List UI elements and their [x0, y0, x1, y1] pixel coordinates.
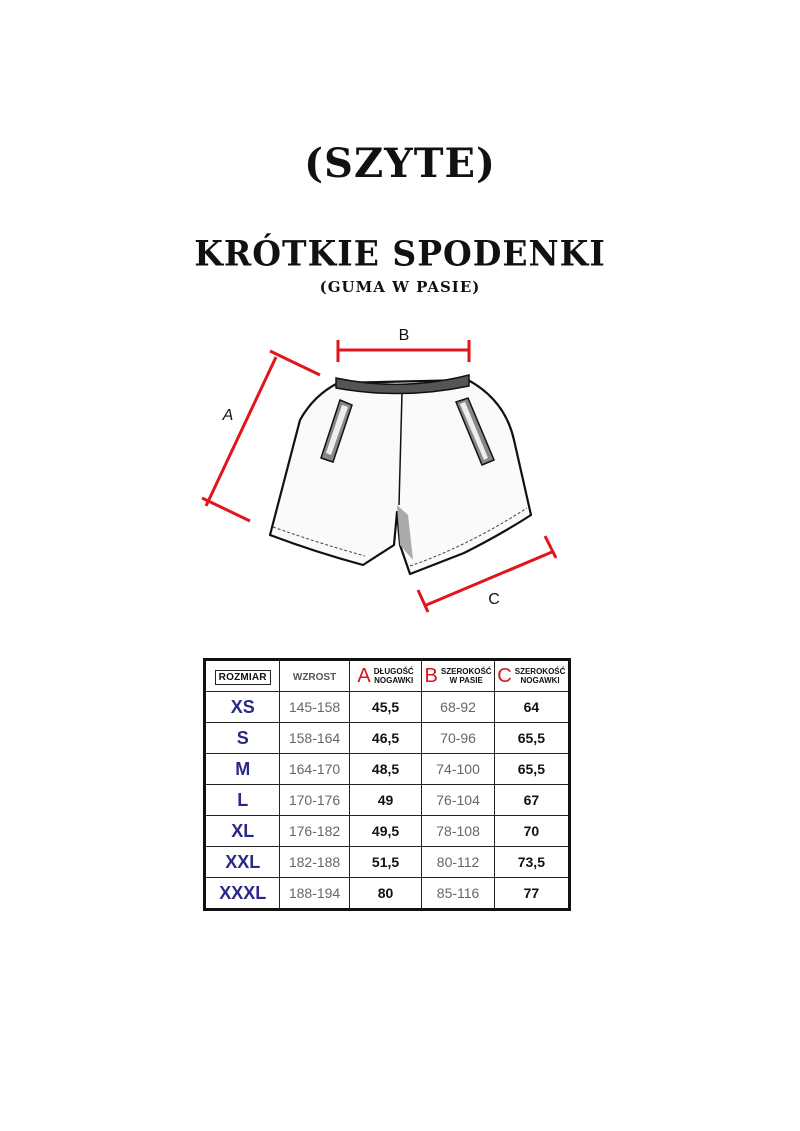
leg-width-cell: 65,5: [494, 754, 569, 785]
height-cell: 158-164: [280, 723, 349, 754]
table-row: [205, 878, 570, 910]
header-b-line2: W PASIE: [449, 676, 483, 685]
dimension-a-label: A: [222, 407, 234, 424]
leg-width-cell: 64: [494, 692, 569, 723]
waist-cell: 85-116: [422, 878, 494, 910]
header-a-letter: A: [357, 665, 371, 687]
size-cell: XXL: [205, 847, 280, 878]
dimension-b-label: B: [398, 327, 410, 344]
length-cell: 49: [349, 785, 422, 816]
header-a-line2: NOGAWKI: [374, 676, 414, 685]
height-cell: 182-188: [280, 847, 349, 878]
waist-cell: 80-112: [422, 847, 494, 878]
height-cell: 176-182: [280, 816, 349, 847]
leg-width-cell: 70: [494, 816, 569, 847]
length-cell: 48,5: [349, 754, 422, 785]
dimension-c-label: C: [488, 591, 500, 608]
table-row: [205, 847, 570, 878]
leg-width-cell: 65,5: [494, 723, 569, 754]
table-header-row: [205, 660, 570, 692]
height-cell: 170-176: [280, 785, 349, 816]
waist-cell: 78-108: [422, 816, 494, 847]
header-height-label: WZROST: [292, 672, 337, 683]
size-cell: M: [205, 754, 280, 785]
header-size-label: ROZMIAR: [215, 670, 271, 685]
header-c-line2: NOGAWKI: [520, 676, 560, 685]
header-b-line1: SZEROKOŚĆ: [440, 667, 492, 676]
size-chart-table: [203, 658, 571, 911]
page-title: KRÓTKIE SPODENKI: [194, 233, 606, 274]
table-row: [205, 816, 570, 847]
header-c-line1: SZEROKOŚĆ: [514, 667, 566, 676]
size-cell: XL: [205, 816, 280, 847]
table-row: [205, 692, 570, 723]
brand-heading: (SZYTE): [304, 140, 496, 187]
waist-cell: 68-92: [422, 692, 494, 723]
header-b-letter: B: [424, 665, 438, 687]
waist-cell: 74-100: [422, 754, 494, 785]
size-cell: XXXL: [205, 878, 280, 910]
page-subtitle: (GUMA W PASIE): [319, 278, 481, 296]
table-row: [205, 723, 570, 754]
header-leg-width: [494, 660, 569, 692]
size-cell: S: [205, 723, 280, 754]
length-cell: 46,5: [349, 723, 422, 754]
header-length: [349, 660, 422, 692]
table-row: [205, 785, 570, 816]
height-cell: 164-170: [280, 754, 349, 785]
length-cell: 80: [349, 878, 422, 910]
header-waist: [422, 660, 494, 692]
length-cell: 51,5: [349, 847, 422, 878]
header-c-letter: C: [497, 665, 512, 687]
length-cell: 45,5: [349, 692, 422, 723]
waist-cell: 76-104: [422, 785, 494, 816]
waist-cell: 70-96: [422, 723, 494, 754]
size-cell: L: [205, 785, 280, 816]
header-size: [205, 660, 280, 692]
leg-width-cell: 73,5: [494, 847, 569, 878]
leg-width-cell: 77: [494, 878, 569, 910]
height-cell: 188-194: [280, 878, 349, 910]
size-cell: XS: [205, 692, 280, 723]
header-height: [280, 660, 349, 692]
length-cell: 49,5: [349, 816, 422, 847]
height-cell: 145-158: [280, 692, 349, 723]
table-row: [205, 754, 570, 785]
header-a-line1: DŁUGOŚĆ: [373, 667, 414, 676]
leg-width-cell: 67: [494, 785, 569, 816]
